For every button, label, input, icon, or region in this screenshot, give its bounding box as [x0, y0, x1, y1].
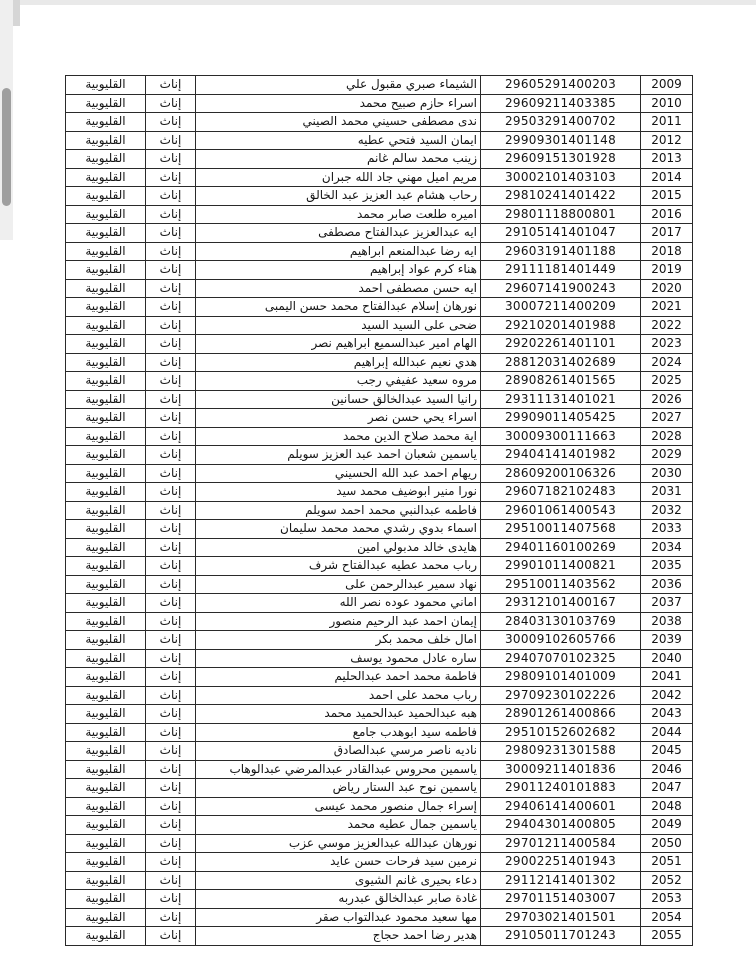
- serial-cell: 2019: [641, 261, 693, 280]
- name-cell: اسراء حازم صبيح محمد: [196, 94, 481, 113]
- gender-cell: إناث: [146, 427, 196, 446]
- table-row: [66, 760, 693, 779]
- table-row: [66, 390, 693, 409]
- name-cell: مها سعيد محمود عبدالتواب صقر: [196, 908, 481, 927]
- gender-cell: إناث: [146, 113, 196, 132]
- serial-cell: 2051: [641, 853, 693, 872]
- serial-cell: 2028: [641, 427, 693, 446]
- gender-cell: إناث: [146, 779, 196, 798]
- table-row: [66, 335, 693, 354]
- name-cell: ايه عبدالعزيز عبدالفتاح مصطفى: [196, 224, 481, 243]
- serial-cell: 2024: [641, 353, 693, 372]
- table-row: [66, 723, 693, 742]
- national-id-cell: 29510011407568: [481, 520, 641, 539]
- name-cell: رباب محمد على احمد: [196, 686, 481, 705]
- serial-cell: 2055: [641, 927, 693, 946]
- national-id-cell: 29809101401009: [481, 668, 641, 687]
- table-row: [66, 631, 693, 650]
- table-row: [66, 427, 693, 446]
- name-cell: فاطمة محمد احمد عبدالحليم: [196, 668, 481, 687]
- table-row: [66, 113, 693, 132]
- name-cell: فاطمه عبدالنبي محمد احمد سويلم: [196, 501, 481, 520]
- gender-cell: إناث: [146, 372, 196, 391]
- name-cell: ياسمين محروس عبدالقادر عبدالمرضي عبدالوهاب: [196, 760, 481, 779]
- name-cell: إيمان احمد عبد الرحيم منصور: [196, 612, 481, 631]
- gender-cell: إناث: [146, 187, 196, 206]
- governorate-cell: القليوبية: [66, 520, 146, 539]
- governorate-cell: القليوبية: [66, 853, 146, 872]
- national-id-cell: 28403130103769: [481, 612, 641, 631]
- governorate-cell: القليوبية: [66, 594, 146, 613]
- gender-cell: إناث: [146, 816, 196, 835]
- name-cell: رباب محمد عطيه عبدالفتاح شرف: [196, 557, 481, 576]
- national-id-cell: 29607141900243: [481, 279, 641, 298]
- table-row: [66, 76, 693, 95]
- gender-cell: إناث: [146, 131, 196, 150]
- national-id-cell: 29701151403007: [481, 890, 641, 909]
- name-cell: دعاء بحيرى غانم الشيوى: [196, 871, 481, 890]
- name-cell: الشيماء صبري مقبول علي: [196, 76, 481, 95]
- national-id-cell: 28901261400866: [481, 705, 641, 724]
- name-cell: ايه حسن مصطفى احمد: [196, 279, 481, 298]
- governorate-cell: القليوبية: [66, 94, 146, 113]
- governorate-cell: القليوبية: [66, 927, 146, 946]
- serial-cell: 2017: [641, 224, 693, 243]
- name-cell: نورا منير ابوضيف محمد سيد: [196, 483, 481, 502]
- governorate-cell: القليوبية: [66, 871, 146, 890]
- table-row: [66, 797, 693, 816]
- name-cell: نهاد سمير عبدالرحمن على: [196, 575, 481, 594]
- serial-cell: 2022: [641, 316, 693, 335]
- gender-cell: إناث: [146, 464, 196, 483]
- national-id-cell: 29601061400543: [481, 501, 641, 520]
- governorate-cell: القليوبية: [66, 705, 146, 724]
- name-cell: إسراء جمال منصور محمد عيسى: [196, 797, 481, 816]
- national-id-cell: 29311131401021: [481, 390, 641, 409]
- serial-cell: 2045: [641, 742, 693, 761]
- name-cell: نورهان عبدالله عبدالعزيز موسي عزب: [196, 834, 481, 853]
- governorate-cell: القليوبية: [66, 464, 146, 483]
- gender-cell: إناث: [146, 649, 196, 668]
- name-cell: ياسمين نوح عبد الستار رياض: [196, 779, 481, 798]
- table-row: [66, 816, 693, 835]
- table-row: [66, 279, 693, 298]
- table-row: [66, 649, 693, 668]
- serial-cell: 2043: [641, 705, 693, 724]
- national-id-cell: 29510011403562: [481, 575, 641, 594]
- gender-cell: إناث: [146, 501, 196, 520]
- national-id-cell: 29112141401302: [481, 871, 641, 890]
- governorate-cell: القليوبية: [66, 557, 146, 576]
- governorate-cell: القليوبية: [66, 797, 146, 816]
- governorate-cell: القليوبية: [66, 501, 146, 520]
- governorate-cell: القليوبية: [66, 205, 146, 224]
- serial-cell: 2034: [641, 538, 693, 557]
- national-id-cell: 29909011405425: [481, 409, 641, 428]
- gender-cell: إناث: [146, 261, 196, 280]
- governorate-cell: القليوبية: [66, 483, 146, 502]
- name-cell: هبه عبدالحميد عبدالحميد محمد: [196, 705, 481, 724]
- serial-cell: 2044: [641, 723, 693, 742]
- name-cell: اميره طلعت صابر محمد: [196, 205, 481, 224]
- gender-cell: إناث: [146, 908, 196, 927]
- gender-cell: إناث: [146, 316, 196, 335]
- governorate-cell: القليوبية: [66, 279, 146, 298]
- governorate-cell: القليوبية: [66, 834, 146, 853]
- gender-cell: إناث: [146, 871, 196, 890]
- national-id-cell: 29401160100269: [481, 538, 641, 557]
- gender-cell: إناث: [146, 298, 196, 317]
- national-id-cell: 30009102605766: [481, 631, 641, 650]
- table-row: [66, 927, 693, 946]
- gender-cell: إناث: [146, 612, 196, 631]
- records-table: [65, 75, 693, 946]
- national-id-cell: 29607182102483: [481, 483, 641, 502]
- scrollbar-thumb[interactable]: [2, 88, 11, 206]
- scan-edge-artifact: [0, 0, 756, 5]
- serial-cell: 2023: [641, 335, 693, 354]
- gender-cell: إناث: [146, 927, 196, 946]
- name-cell: فاطمه سيد ابوهدب جامع: [196, 723, 481, 742]
- serial-cell: 2052: [641, 871, 693, 890]
- national-id-cell: 30007211400209: [481, 298, 641, 317]
- table-row: [66, 871, 693, 890]
- name-cell: الهام امير عبدالسميع ابراهيم نصر: [196, 335, 481, 354]
- national-id-cell: 30009300111663: [481, 427, 641, 446]
- governorate-cell: القليوبية: [66, 409, 146, 428]
- serial-cell: 2037: [641, 594, 693, 613]
- table-row: [66, 150, 693, 169]
- serial-cell: 2033: [641, 520, 693, 539]
- national-id-cell: 29404141401982: [481, 446, 641, 465]
- governorate-cell: القليوبية: [66, 261, 146, 280]
- gender-cell: إناث: [146, 890, 196, 909]
- name-cell: زينب محمد سالم غانم: [196, 150, 481, 169]
- national-id-cell: 30002101403103: [481, 168, 641, 187]
- serial-cell: 2011: [641, 113, 693, 132]
- serial-cell: 2020: [641, 279, 693, 298]
- governorate-cell: القليوبية: [66, 612, 146, 631]
- gender-cell: إناث: [146, 538, 196, 557]
- name-cell: ياسمين شعبان احمد عبد العزيز سويلم: [196, 446, 481, 465]
- gender-cell: إناث: [146, 760, 196, 779]
- table-row: [66, 686, 693, 705]
- national-id-cell: 29503291400702: [481, 113, 641, 132]
- serial-cell: 2048: [641, 797, 693, 816]
- name-cell: ندى مصطفى حسيني محمد الصيني: [196, 113, 481, 132]
- serial-cell: 2026: [641, 390, 693, 409]
- table-row: [66, 168, 693, 187]
- table-row: [66, 131, 693, 150]
- table-row: [66, 316, 693, 335]
- gender-cell: إناث: [146, 557, 196, 576]
- governorate-cell: القليوبية: [66, 668, 146, 687]
- serial-cell: 2039: [641, 631, 693, 650]
- serial-cell: 2049: [641, 816, 693, 835]
- national-id-cell: 29404301400805: [481, 816, 641, 835]
- table-row: [66, 242, 693, 261]
- governorate-cell: القليوبية: [66, 816, 146, 835]
- table-row: [66, 261, 693, 280]
- gender-cell: إناث: [146, 520, 196, 539]
- governorate-cell: القليوبية: [66, 575, 146, 594]
- table-row: [66, 520, 693, 539]
- gender-cell: إناث: [146, 723, 196, 742]
- national-id-cell: 29809231301588: [481, 742, 641, 761]
- name-cell: نورهان إسلام عبدالفتاح محمد حسن اليمبى: [196, 298, 481, 317]
- gender-cell: إناث: [146, 853, 196, 872]
- name-cell: رحاب هشام عبد العزيز عبد الخالق: [196, 187, 481, 206]
- serial-cell: 2009: [641, 76, 693, 95]
- governorate-cell: القليوبية: [66, 372, 146, 391]
- national-id-cell: 29801118800801: [481, 205, 641, 224]
- gender-cell: إناث: [146, 335, 196, 354]
- name-cell: امال خلف محمد بكر: [196, 631, 481, 650]
- name-cell: هدير رضا احمد حجاج: [196, 927, 481, 946]
- gender-cell: إناث: [146, 483, 196, 502]
- national-id-cell: 29909301401148: [481, 131, 641, 150]
- national-id-cell: 29901011400821: [481, 557, 641, 576]
- serial-cell: 2018: [641, 242, 693, 261]
- governorate-cell: القليوبية: [66, 908, 146, 927]
- table-row: [66, 483, 693, 502]
- national-id-cell: 29703021401501: [481, 908, 641, 927]
- governorate-cell: القليوبية: [66, 168, 146, 187]
- name-cell: ناديه ناصر مرسي عبدالصادق: [196, 742, 481, 761]
- table-row: [66, 372, 693, 391]
- table-row: [66, 187, 693, 206]
- serial-cell: 2027: [641, 409, 693, 428]
- serial-cell: 2029: [641, 446, 693, 465]
- governorate-cell: القليوبية: [66, 113, 146, 132]
- table-row: [66, 834, 693, 853]
- table-row: [66, 612, 693, 631]
- national-id-cell: 29202261401101: [481, 335, 641, 354]
- gender-cell: إناث: [146, 834, 196, 853]
- name-cell: مريم اميل مهني جاد الله جبران: [196, 168, 481, 187]
- governorate-cell: القليوبية: [66, 723, 146, 742]
- national-id-cell: 29002251401943: [481, 853, 641, 872]
- serial-cell: 2042: [641, 686, 693, 705]
- gender-cell: إناث: [146, 94, 196, 113]
- table-row: [66, 668, 693, 687]
- national-id-cell: 29312101400167: [481, 594, 641, 613]
- gender-cell: إناث: [146, 686, 196, 705]
- table-row: [66, 557, 693, 576]
- gender-cell: إناث: [146, 446, 196, 465]
- serial-cell: 2047: [641, 779, 693, 798]
- gender-cell: إناث: [146, 594, 196, 613]
- governorate-cell: القليوبية: [66, 131, 146, 150]
- table-row: [66, 464, 693, 483]
- table-row: [66, 908, 693, 927]
- governorate-cell: القليوبية: [66, 187, 146, 206]
- table-row: [66, 94, 693, 113]
- serial-cell: 2016: [641, 205, 693, 224]
- gender-cell: إناث: [146, 390, 196, 409]
- gender-cell: إناث: [146, 705, 196, 724]
- national-id-cell: 29210201401988: [481, 316, 641, 335]
- gender-cell: إناث: [146, 205, 196, 224]
- table-row: [66, 205, 693, 224]
- serial-cell: 2014: [641, 168, 693, 187]
- table-row: [66, 538, 693, 557]
- name-cell: غادة صابر عبدالخالق عبدربه: [196, 890, 481, 909]
- national-id-cell: 29510152602682: [481, 723, 641, 742]
- table-row: [66, 224, 693, 243]
- table-row: [66, 705, 693, 724]
- table-row: [66, 742, 693, 761]
- name-cell: هناء كرم عواد إبراهيم: [196, 261, 481, 280]
- serial-cell: 2050: [641, 834, 693, 853]
- national-id-cell: 29605291400203: [481, 76, 641, 95]
- governorate-cell: القليوبية: [66, 649, 146, 668]
- table-row: [66, 594, 693, 613]
- national-id-cell: 29701211400584: [481, 834, 641, 853]
- national-id-cell: 29406141400601: [481, 797, 641, 816]
- serial-cell: 2032: [641, 501, 693, 520]
- serial-cell: 2053: [641, 890, 693, 909]
- serial-cell: 2010: [641, 94, 693, 113]
- table-row: [66, 501, 693, 520]
- serial-cell: 2038: [641, 612, 693, 631]
- gender-cell: إناث: [146, 150, 196, 169]
- name-cell: نرمين سيد فرحات حسن عايد: [196, 853, 481, 872]
- serial-cell: 2030: [641, 464, 693, 483]
- table-row: [66, 409, 693, 428]
- serial-cell: 2025: [641, 372, 693, 391]
- governorate-cell: القليوبية: [66, 353, 146, 372]
- gender-cell: إناث: [146, 631, 196, 650]
- serial-cell: 2015: [641, 187, 693, 206]
- governorate-cell: القليوبية: [66, 742, 146, 761]
- name-cell: ياسمين جمال عطيه محمد: [196, 816, 481, 835]
- gender-cell: إناث: [146, 242, 196, 261]
- national-id-cell: 29105011701243: [481, 927, 641, 946]
- table-row: [66, 853, 693, 872]
- national-id-cell: 28812031402689: [481, 353, 641, 372]
- governorate-cell: القليوبية: [66, 779, 146, 798]
- governorate-cell: القليوبية: [66, 538, 146, 557]
- name-cell: اسراء يحي حسن نصر: [196, 409, 481, 428]
- name-cell: اية محمد صلاح الدين محمد: [196, 427, 481, 446]
- serial-cell: 2036: [641, 575, 693, 594]
- serial-cell: 2031: [641, 483, 693, 502]
- national-id-cell: 29111181401449: [481, 261, 641, 280]
- gender-cell: إناث: [146, 353, 196, 372]
- name-cell: ايمان السيد فتحي عطيه: [196, 131, 481, 150]
- gender-cell: إناث: [146, 797, 196, 816]
- national-id-cell: 29609151301928: [481, 150, 641, 169]
- table-row: [66, 575, 693, 594]
- gender-cell: إناث: [146, 168, 196, 187]
- gender-cell: إناث: [146, 279, 196, 298]
- table-row: [66, 890, 693, 909]
- national-id-cell: 29609211403385: [481, 94, 641, 113]
- governorate-cell: القليوبية: [66, 890, 146, 909]
- name-cell: اماني محمود عوده نصر الله: [196, 594, 481, 613]
- table-row: [66, 353, 693, 372]
- table-row: [66, 446, 693, 465]
- governorate-cell: القليوبية: [66, 242, 146, 261]
- name-cell: رانيا السيد عبدالخالق حسانين: [196, 390, 481, 409]
- governorate-cell: القليوبية: [66, 298, 146, 317]
- national-id-cell: 29709230102226: [481, 686, 641, 705]
- serial-cell: 2013: [641, 150, 693, 169]
- gender-cell: إناث: [146, 224, 196, 243]
- governorate-cell: القليوبية: [66, 631, 146, 650]
- name-cell: ايه رضا عبدالمنعم ابراهيم: [196, 242, 481, 261]
- governorate-cell: القليوبية: [66, 427, 146, 446]
- gender-cell: إناث: [146, 742, 196, 761]
- table-row: [66, 298, 693, 317]
- national-id-cell: 29105141401047: [481, 224, 641, 243]
- governorate-cell: القليوبية: [66, 224, 146, 243]
- serial-cell: 2035: [641, 557, 693, 576]
- serial-cell: 2046: [641, 760, 693, 779]
- governorate-cell: القليوبية: [66, 335, 146, 354]
- gender-cell: إناث: [146, 76, 196, 95]
- governorate-cell: القليوبية: [66, 76, 146, 95]
- serial-cell: 2040: [641, 649, 693, 668]
- table-row: [66, 779, 693, 798]
- name-cell: هدي نعيم عبدالله إبراهيم: [196, 353, 481, 372]
- national-id-cell: 29011240101883: [481, 779, 641, 798]
- name-cell: مروه سعيد عفيفي رجب: [196, 372, 481, 391]
- serial-cell: 2012: [641, 131, 693, 150]
- national-id-cell: 29603191401188: [481, 242, 641, 261]
- national-id-cell: 28609200106326: [481, 464, 641, 483]
- serial-cell: 2041: [641, 668, 693, 687]
- governorate-cell: القليوبية: [66, 760, 146, 779]
- serial-cell: 2054: [641, 908, 693, 927]
- gender-cell: إناث: [146, 575, 196, 594]
- name-cell: ضحى على السيد السيد: [196, 316, 481, 335]
- governorate-cell: القليوبية: [66, 150, 146, 169]
- governorate-cell: القليوبية: [66, 686, 146, 705]
- gender-cell: إناث: [146, 409, 196, 428]
- national-id-cell: 28908261401565: [481, 372, 641, 391]
- governorate-cell: القليوبية: [66, 446, 146, 465]
- national-id-cell: 29810241401422: [481, 187, 641, 206]
- name-cell: ساره عادل محمود يوسف: [196, 649, 481, 668]
- name-cell: ريهام احمد عبد الله الحسيني: [196, 464, 481, 483]
- serial-cell: 2021: [641, 298, 693, 317]
- governorate-cell: القليوبية: [66, 390, 146, 409]
- name-cell: اسماء بدوي رشدي محمد محمد سليمان: [196, 520, 481, 539]
- national-id-cell: 29407070102325: [481, 649, 641, 668]
- gender-cell: إناث: [146, 668, 196, 687]
- name-cell: هايدى خالد مدبولي امين: [196, 538, 481, 557]
- governorate-cell: القليوبية: [66, 316, 146, 335]
- national-id-cell: 30009211401836: [481, 760, 641, 779]
